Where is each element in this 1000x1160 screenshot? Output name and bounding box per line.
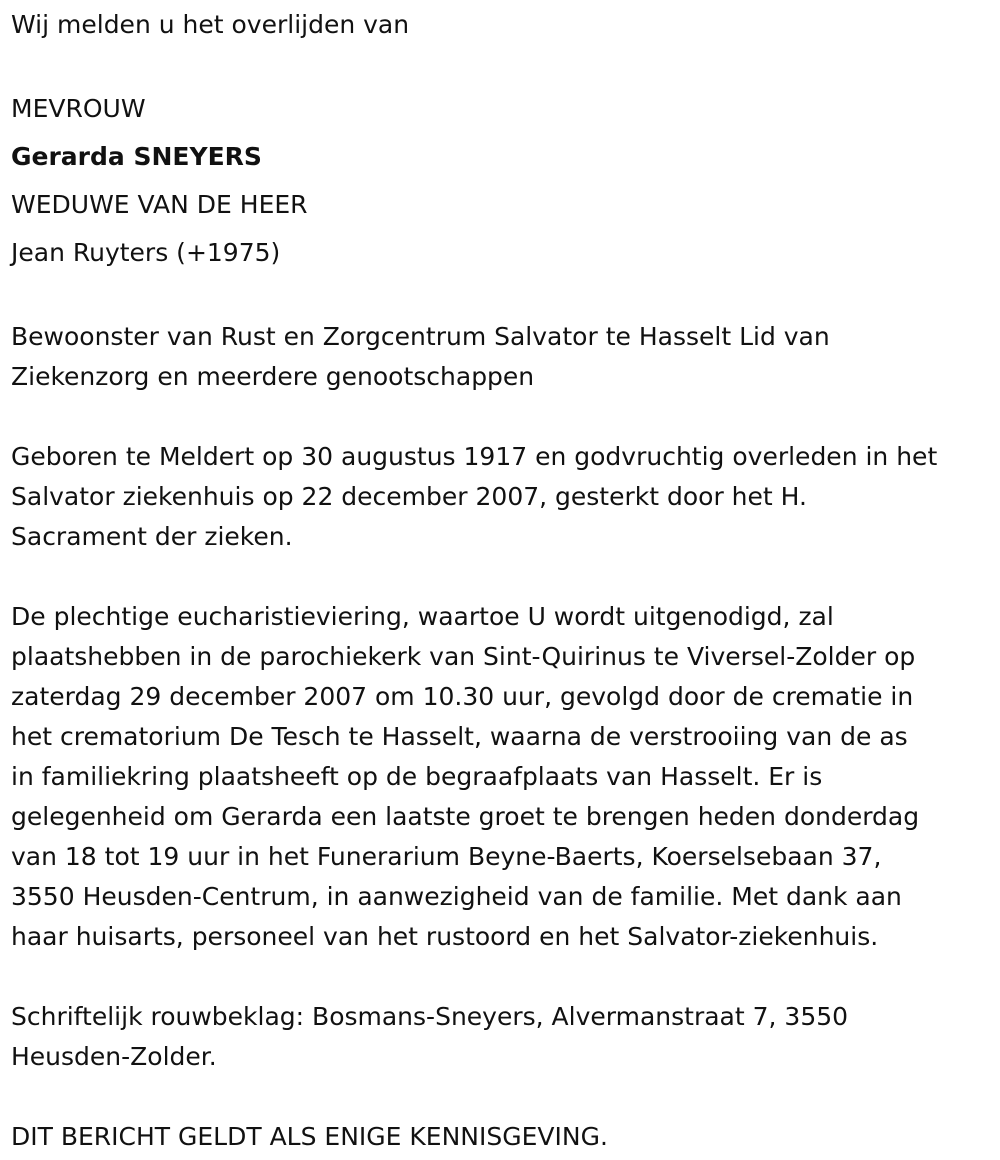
paragraph-line: in familiekring plaatsheeft op de begraafplaats van Hasselt. Er is — [11, 762, 823, 791]
paragraph-line: Sacrament der zieken. — [11, 522, 293, 551]
paragraph-line: zaterdag 29 december 2007 om 10.30 uur, gevolgd door de crematie in — [11, 682, 914, 711]
spacer — [11, 557, 991, 597]
birth-death-paragraph — [11, 437, 991, 557]
paragraph-line: plaatshebben in de parochiekerk van Sint-Quirinus te Viversel-Zolder op — [11, 642, 916, 671]
paragraph-line: haar huisarts, personeel van het rustoord en het Salvator-ziekenhuis. — [11, 922, 879, 951]
spacer — [11, 397, 991, 437]
widow-of-label: WEDUWE VAN DE HEER — [11, 190, 308, 219]
spacer — [11, 277, 991, 317]
spacer — [11, 1077, 991, 1117]
condolences-paragraph — [11, 997, 991, 1077]
spouse-name: Jean Ruyters (+1975) — [11, 238, 281, 267]
intro-text: Wij melden u het overlijden van — [11, 10, 410, 39]
paragraph-line: De plechtige eucharistieviering, waartoe U wordt uitgenodigd, zal — [11, 602, 834, 631]
obituary-document — [11, 5, 991, 1157]
residence-paragraph — [11, 317, 991, 397]
paragraph-line: Geboren te Meldert op 30 augustus 1917 en godvruchtig overleden in het — [11, 442, 938, 471]
paragraph-line: van 18 tot 19 uur in het Funerarium Beyne-Baerts, Koerselsebaan 37, — [11, 842, 882, 871]
paragraph-line: Schriftelijk rouwbeklag: Bosmans-Sneyers, Alvermanstraat 7, 3550 — [11, 1002, 849, 1031]
spacer — [11, 45, 991, 85]
deceased-name: Gerarda SNEYERS — [11, 142, 262, 171]
deceased-block — [11, 85, 991, 277]
spacer — [11, 957, 991, 997]
ceremony-paragraph — [11, 597, 991, 957]
paragraph-line: het crematorium De Tesch te Hasselt, waarna de verstrooiing van de as — [11, 722, 908, 751]
title-prefix: MEVROUW — [11, 94, 146, 123]
paragraph-line: gelegenheid om Gerarda een laatste groet te brengen heden donderdag — [11, 802, 920, 831]
paragraph-line: Heusden-Zolder. — [11, 1042, 217, 1071]
paragraph-line: Ziekenzorg en meerdere genootschappen — [11, 362, 535, 391]
closing-notice: DIT BERICHT GELDT ALS ENIGE KENNISGEVING. — [11, 1122, 608, 1151]
paragraph-line: Bewoonster van Rust en Zorgcentrum Salvator te Hasselt Lid van — [11, 322, 830, 351]
paragraph-line: Salvator ziekenhuis op 22 december 2007, gesterkt door het H. — [11, 482, 807, 511]
paragraph-line: 3550 Heusden-Centrum, in aanwezigheid van de familie. Met dank aan — [11, 882, 902, 911]
